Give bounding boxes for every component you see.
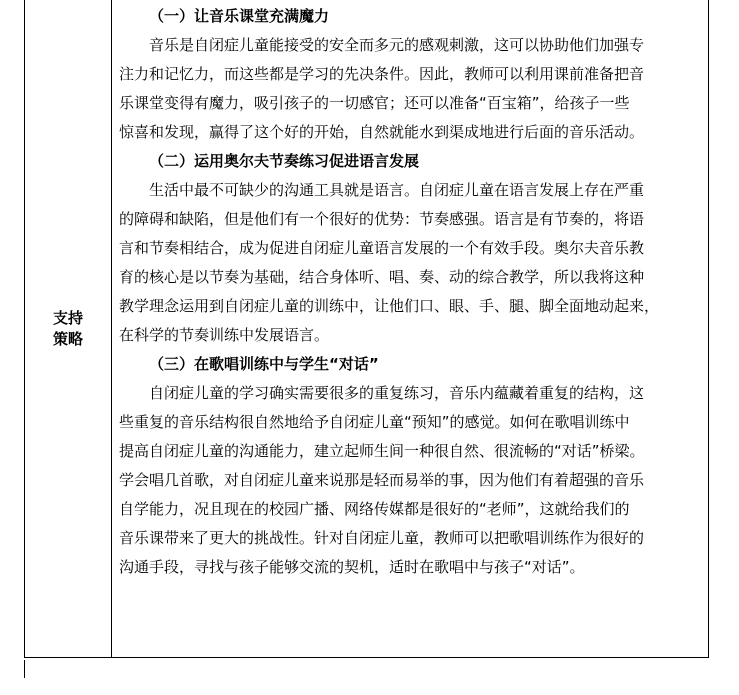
- paragraph-line: 沟通手段，寻找与孩子能够交流的契机，适时在歌唱中与孩子“对话”。: [119, 558, 585, 576]
- paragraph-line: 言和节奏相结合，成为促进自闭症儿童语言发展的一个有效手段。奥尔夫音乐教: [119, 239, 645, 257]
- paragraph-line: 提高自闭症儿童的沟通能力，建立起师生间一种很自然、很流畅的“对话”桥梁。: [119, 442, 645, 460]
- content-cell: [113, 0, 709, 657]
- paragraph-line: 自学能力，况且现在的校园广播、网络传媒都是很好的“老师”，这就给我们的: [119, 500, 630, 518]
- paragraph-line: 音乐是自闭症儿童能接受的安全而多元的感观刺激，这可以协助他们加强专: [149, 36, 645, 54]
- paragraph-line: 音乐课带来了更大的挑战性。针对自闭症儿童，教师可以把歌唱训练作为很好的: [119, 529, 645, 547]
- paragraph-line: 在科学的节奏训练中发展语言。: [119, 326, 330, 344]
- paragraph-line: 自闭症儿童的学习确实需要很多的重复练习，音乐内蕴藏着重复的结构，这: [149, 384, 645, 402]
- row-label-line-1: 支持: [52, 308, 83, 327]
- text-cursor: [24, 660, 25, 678]
- paragraph-line: 些重复的音乐结构很自然地给予自闭症儿童“预知”的感觉。如何在歌唱训练中: [119, 413, 630, 431]
- paragraph-line: 育的核心是以节奏为基础，结合身体听、唱、奏、动的综合教学，所以我将这种: [119, 268, 645, 286]
- section-heading-3: （三）在歌唱训练中与学生“对话”: [149, 355, 379, 373]
- paragraph-line: 学会唱几首歌，对自闭症儿童来说那是轻而易举的事，因为他们有着超强的音乐: [119, 471, 645, 489]
- paragraph-line: 生活中最不可缺少的沟通工具就是语言。自闭症儿童在语言发展上存在严重: [149, 181, 645, 199]
- paragraph-line: 乐课堂变得有魔力，吸引孩子的一切感官；还可以准备“百宝箱”，给孩子一些: [119, 94, 630, 112]
- paragraph-line: 注力和记忆力，而这些都是学习的先决条件。因此，教师可以利用课前准备把音: [119, 65, 645, 83]
- strategy-table: [24, 0, 709, 658]
- section-heading-2: （二）运用奥尔夫节奏练习促进语言发展: [149, 152, 420, 170]
- paragraph-line: 的障碍和缺陷，但是他们有一个很好的优势：节奏感强。语言是有节奏的，将语: [119, 210, 645, 228]
- row-label-cell: [25, 0, 112, 657]
- paragraph-line: 教学理念运用到自闭症儿童的训练中，让他们口、眼、手、腿、脚全面地动起来，: [119, 297, 660, 315]
- paragraph-line: 惊喜和发现，赢得了这个好的开始，自然就能水到渠成地进行后面的音乐活动。: [119, 123, 645, 141]
- section-heading-1: （一）让音乐课堂充满魔力: [149, 7, 330, 25]
- row-label-line-2: 策略: [52, 329, 83, 348]
